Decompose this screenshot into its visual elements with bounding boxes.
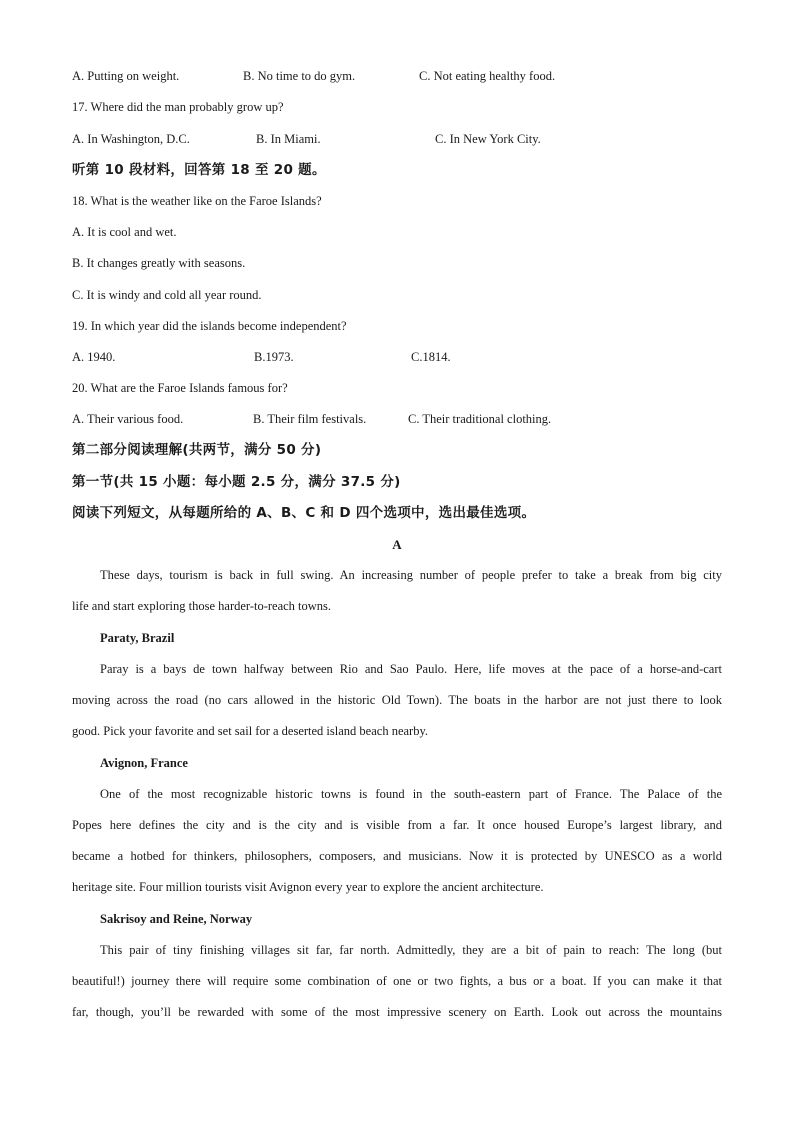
q16-option-b: B. No time to do gym. xyxy=(243,69,356,83)
q18-option-c: C. It is windy and cold all year round. xyxy=(72,288,262,302)
norway-line-2: beautiful!) journey there will require some combination of one or two fights, a bus or a boat. If you can make it that xyxy=(72,974,722,988)
q17-option-c: C. In New York City. xyxy=(435,132,541,146)
q18-option-a: A. It is cool and wet. xyxy=(72,225,177,239)
q20-option-c: C. Their traditional clothing. xyxy=(408,412,552,426)
q17-option-b: B. In Miami. xyxy=(256,132,321,146)
avignon-heading: Avignon, France xyxy=(100,756,188,770)
q17-question: 17. Where did the man probably grow up? xyxy=(72,100,284,114)
q18-option-b: B. It changes greatly with seasons. xyxy=(72,256,246,270)
avignon-line-3: became a hotbed for thinkers, philosophers, composers, and musicians. Now it is protected by UNESCO as a world xyxy=(72,849,722,863)
norway-line-1: This pair of tiny finishing villages sit far, far north. Admittedly, they are a bit of pain to reach: The long (but xyxy=(100,943,722,957)
part-2-title: 第二部分阅读理解(共两节，满分 50 分) xyxy=(72,442,322,458)
paraty-line-2: moving across the road (no cars allowed in the historic Old Town). The boats in the harbor are not just there to look xyxy=(72,693,722,707)
paraty-line-1: Paray is a bays de town halfway between Rio and Sao Paulo. Here, life moves at the pace of a horse-and-cart xyxy=(100,662,722,676)
intro-line-1: These days, tourism is back in full swing. An increasing number of people prefer to take a break from big city xyxy=(100,568,722,582)
passage-label: A xyxy=(392,537,402,552)
q20-option-b: B. Their film festivals. xyxy=(253,412,367,426)
section-10-instruction: 听第 10 段材料，回答第 18 至 20 题。 xyxy=(72,162,326,178)
avignon-line-1: One of the most recognizable historic towns is found in the south-eastern part of France. The Palace of the xyxy=(100,787,722,801)
norway-line-3: far, though, you’ll be rewarded with some of the most impressive scenery on Earth. Look out across the mountains xyxy=(72,1005,722,1019)
q19-question: 19. In which year did the islands become independent? xyxy=(72,319,347,333)
avignon-line-2: Popes here defines the city and is the city and is visible from a far. It once housed Europe’s largest library, and xyxy=(72,818,722,832)
q16-option-a: A. Putting on weight. xyxy=(72,69,180,83)
q19-option-b: B.1973. xyxy=(254,350,294,364)
part-2-section-1: 第一节(共 15 小题：每小题 2.5 分，满分 37.5 分) xyxy=(72,474,401,490)
q20-option-a: A. Their various food. xyxy=(72,412,184,426)
q19-option-a: A. 1940. xyxy=(72,350,116,364)
paraty-heading: Paraty, Brazil xyxy=(100,631,175,645)
avignon-line-4: heritage site. Four million tourists visit Avignon every year to explore the ancient architecture. xyxy=(72,880,544,894)
q16-option-c: C. Not eating healthy food. xyxy=(419,69,556,83)
part-2-instruction: 阅读下列短文，从每题所给的 A、B、C 和 D 四个选项中，选出最佳选项。 xyxy=(72,505,536,521)
paraty-line-3: good. Pick your favorite and set sail for a deserted island beach nearby. xyxy=(72,724,429,738)
q19-option-c: C.1814. xyxy=(411,350,451,364)
q20-question: 20. What are the Faroe Islands famous for? xyxy=(72,381,288,395)
norway-heading: Sakrisoy and Reine, Norway xyxy=(100,912,253,926)
q18-question: 18. What is the weather like on the Faroe Islands? xyxy=(72,194,322,208)
intro-line-2: life and start exploring those harder-to-reach towns. xyxy=(72,599,332,613)
q17-option-a: A. In Washington, D.C. xyxy=(72,132,190,146)
